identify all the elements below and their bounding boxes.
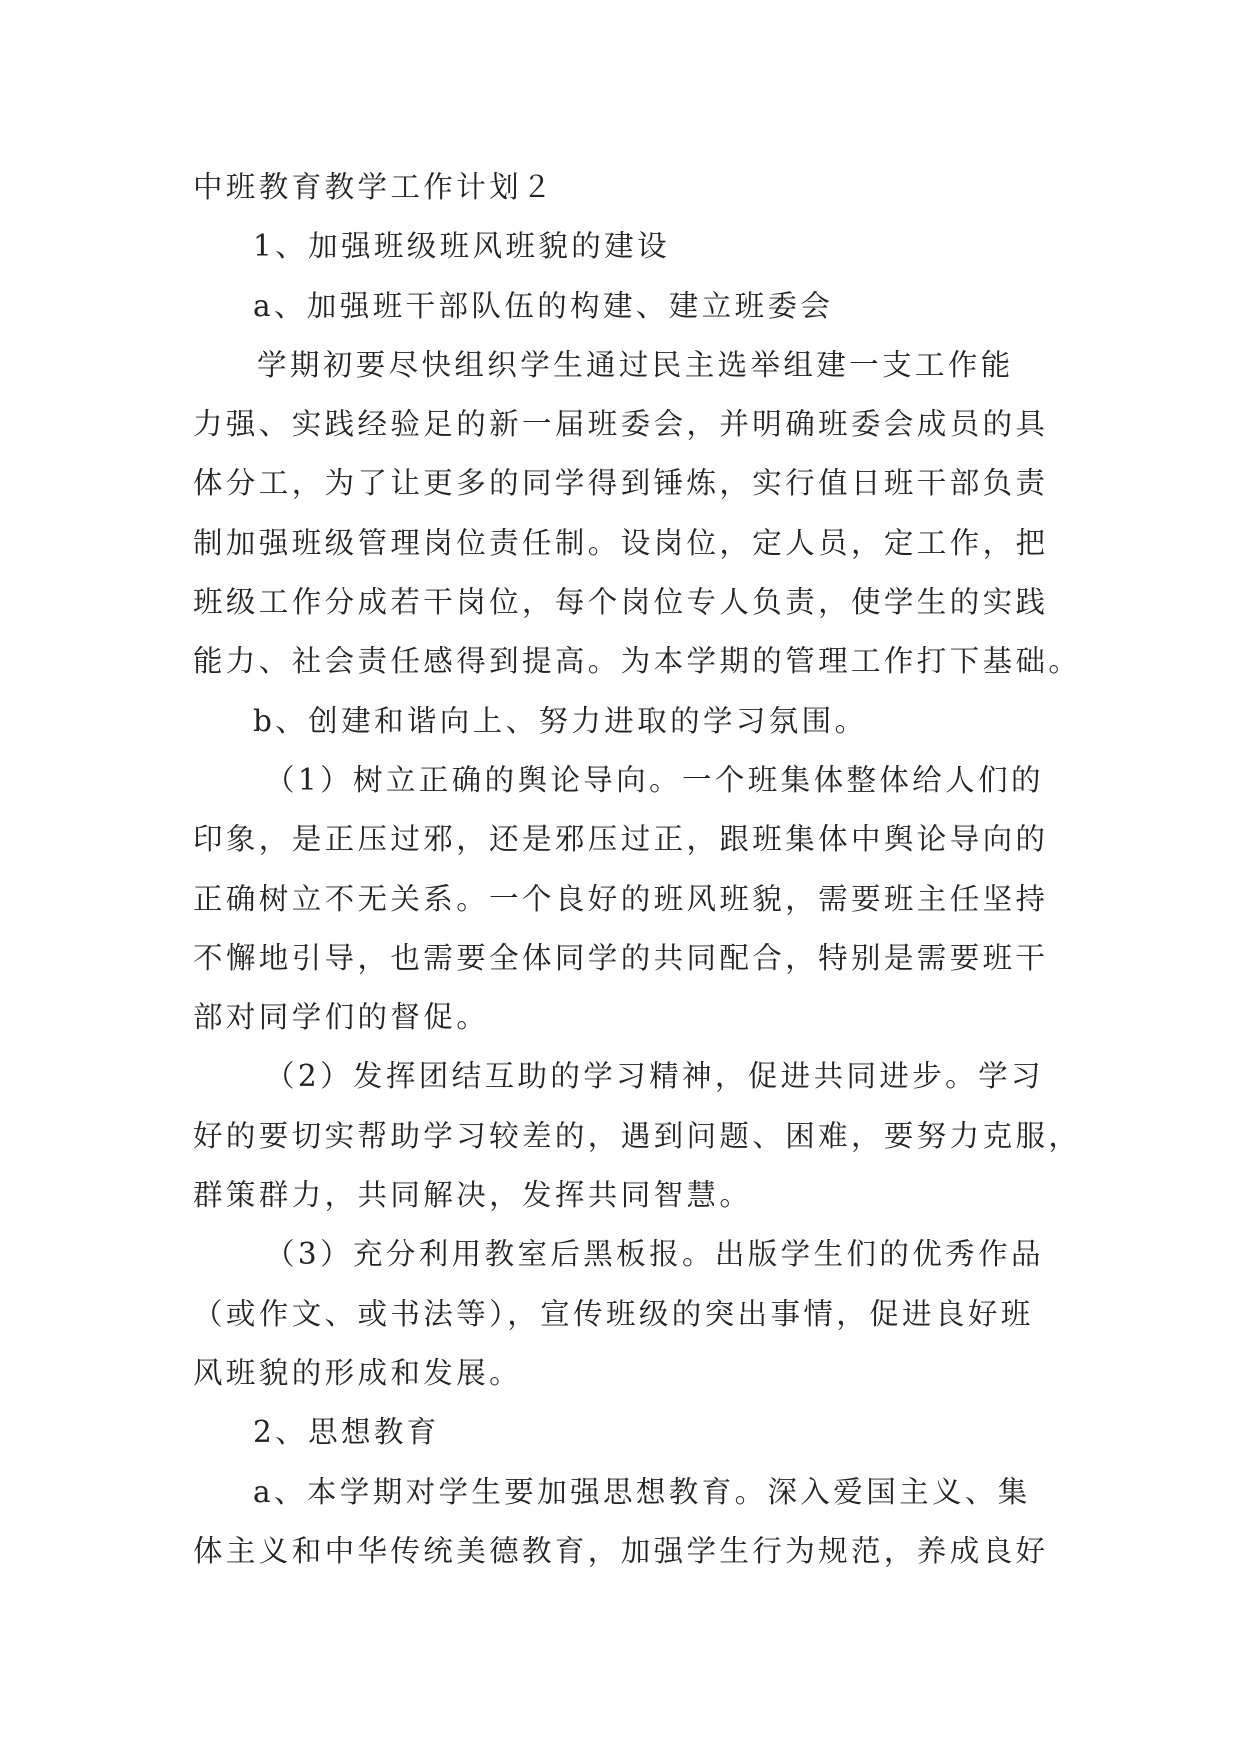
paragraph-line: a、本学期对学生要加强思想教育。深入爱国主义、集 xyxy=(253,1474,1031,1509)
document-title: 中班教育教学工作计划２ xyxy=(193,170,555,204)
paragraph-line: 学期初要尽快组织学生通过民主选举组建一支工作能 xyxy=(257,347,1014,382)
paragraph-line: 风班貌的形成和发展。 xyxy=(193,1355,523,1390)
paragraph-line: 体主义和中华传统美德教育，加强学生行为规范，养成良好 xyxy=(193,1533,1049,1568)
paragraph-line: 能力、社会责任感得到提高。为本学期的管理工作打下基础。 xyxy=(193,644,1082,679)
paragraph-line: 力强、实践经验足的新一届班委会，并明确班委会成员的具 xyxy=(193,407,1049,442)
section-heading-1: 1、加强班级班风班貌的建设 xyxy=(253,229,670,264)
paragraph-line: 班级工作分成若干岗位，每个岗位专人负责，使学生的实践 xyxy=(193,585,1049,620)
paragraph-line: （3）充分利用教室后黑板报。出版学生们的优秀作品 xyxy=(265,1237,1044,1272)
section-heading-2: 2、思想教育 xyxy=(253,1415,440,1450)
paragraph-line: （2）发挥团结互助的学习精神，促进共同进步。学习 xyxy=(265,1059,1044,1094)
document-page xyxy=(193,158,1082,1581)
paragraph-line: 体分工，为了让更多的同学得到锤炼，实行值日班干部负责 xyxy=(193,466,1049,501)
paragraph-line: 印象，是正压过邪，还是邪压过正，跟班集体中舆论导向的 xyxy=(193,822,1049,857)
paragraph-line: 制加强班级管理岗位责任制。设岗位，定人员，定工作，把 xyxy=(193,525,1049,560)
paragraph-line: 群策群力，共同解决，发挥共同智慧。 xyxy=(193,1178,753,1213)
paragraph-line: 部对同学们的督促。 xyxy=(193,1000,490,1035)
paragraph-line: （1）树立正确的舆论导向。一个班集体整体给人们的 xyxy=(265,762,1044,797)
paragraph-line: 好的要切实帮助学习较差的，遇到问题、困难，要努力克服， xyxy=(193,1118,1082,1153)
paragraph-line: 正确树立不无关系。一个良好的班风班貌，需要班主任坚持 xyxy=(193,881,1049,916)
subsection-heading-a: a、加强班干部队伍的构建、建立班委会 xyxy=(253,288,834,323)
paragraph-line: （或作文、或书法等），宣传班级的突出事情，促进良好班 xyxy=(193,1296,1034,1331)
paragraph-line: 不懈地引导，也需要全体同学的共同配合，特别是需要班干 xyxy=(193,940,1049,975)
subsection-heading-b: b、创建和谐向上、努力进取的学习氛围。 xyxy=(253,703,868,738)
